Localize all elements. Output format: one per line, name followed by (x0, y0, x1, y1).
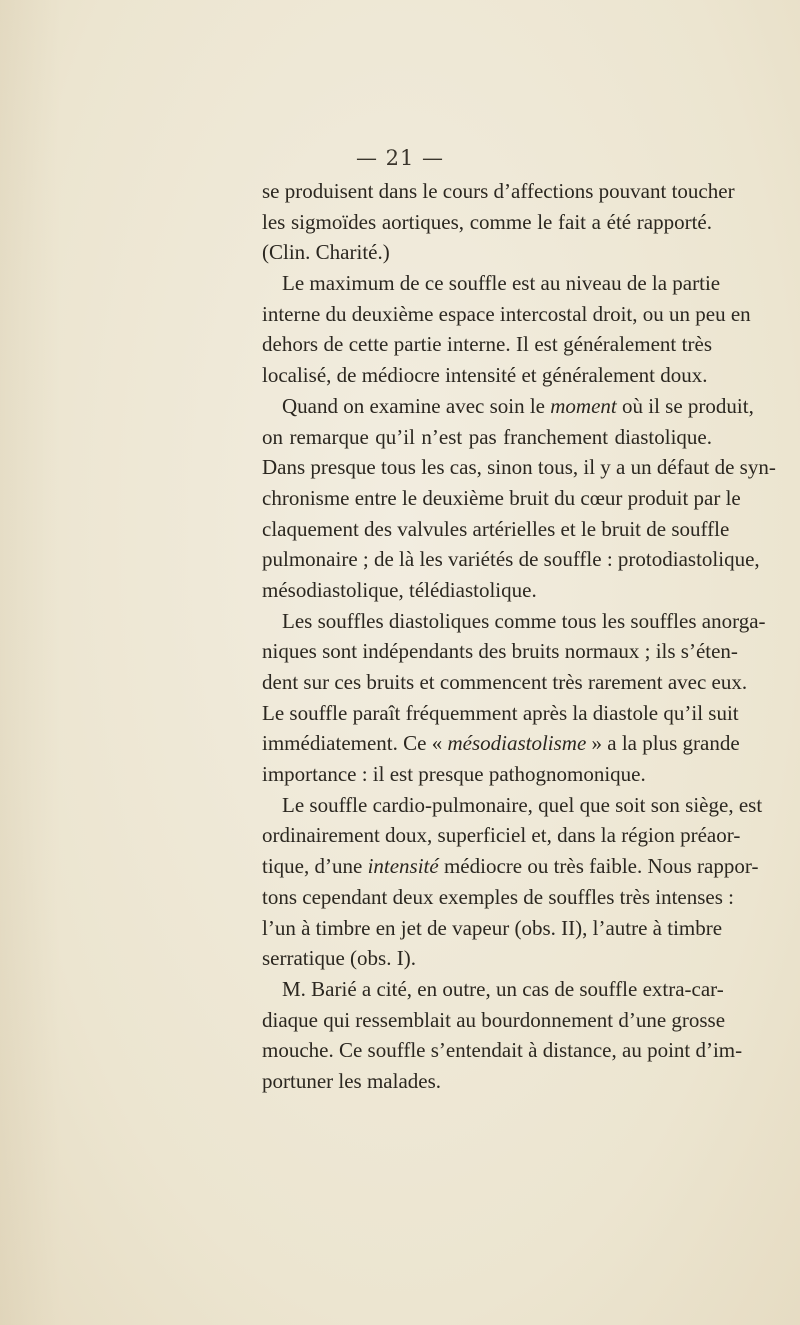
text-line: localisé, de médiocre intensité et généralement doux. (262, 363, 708, 388)
text-line: Le souffle paraît fréquemment après la diastole qu’il suit (262, 700, 739, 725)
text-line: chronisme entre le deuxième bruit du cœur produit par le (262, 485, 741, 510)
text-line: se produisent dans le cours d’affections pouvant toucher (262, 179, 735, 203)
paragraph (262, 606, 766, 790)
text-line: claquement des valvules artérielles et le bruit de souffle (262, 516, 730, 541)
paragraph (262, 974, 743, 1097)
text-line: dehors de cette partie interne. Il est généralement très (262, 332, 712, 357)
text-line: serratique (obs. I). (262, 946, 416, 971)
italic-term: intensité (367, 854, 439, 879)
text-line: tons cependant deux exemples de souffles très intenses : (262, 884, 734, 909)
text-line: les sigmoïdes aortiques, comme le fait a été rapporté. (262, 209, 712, 234)
text-line: interne du deuxième espace intercostal droit, ou un peu en (262, 301, 751, 326)
italic-term: moment (550, 393, 617, 418)
text-line: M. Barié a cité, en outre, un cas de souffle extra-car- (282, 976, 724, 1001)
text-line: ordinairement doux, superficiel et, dans la région préaor- (262, 823, 741, 848)
text-line: Quand on examine avec soin le moment où il se produit, (282, 393, 754, 418)
text-line: mésodiastolique, télédiastolique. (262, 577, 537, 602)
text-line: tique, d’une intensité médiocre ou très faible. Nous rappor- (262, 854, 759, 879)
text-line: niques sont indépendants des bruits normaux ; ils s’éten- (262, 639, 738, 664)
text-line: importance : il est presque pathognomonique. (262, 762, 646, 787)
text-line: Le maximum de ce souffle est au niveau de la partie (282, 271, 721, 296)
text-line: diaque qui ressemblait au bourdonnement d’une grosse (262, 1007, 726, 1032)
body-text (262, 176, 776, 1097)
text-line: Dans presque tous les cas, sinon tous, il y a un défaut de syn- (262, 455, 776, 480)
text-line: Le souffle cardio-pulmonaire, quel que soit son siège, est (282, 792, 763, 817)
text-line: immédiatement. Ce « mésodiastolisme » a la plus grande (262, 731, 740, 756)
text-line: on remarque qu’il n’est pas franchement diastolique. (262, 424, 712, 449)
italic-term: mésodiastolisme (447, 731, 587, 756)
text-line: l’un à timbre en jet de vapeur (obs. II), l’autre à timbre (262, 915, 723, 940)
text-line: pulmonaire ; de là les variétés de souffle : protodiastolique, (262, 547, 760, 572)
paragraph (262, 790, 763, 974)
paragraph (262, 391, 776, 606)
paragraph (262, 176, 735, 268)
paragraph (262, 268, 751, 391)
text-line: dent sur ces bruits et commencent très rarement avec eux. (262, 670, 748, 694)
text-line: Les souffles diastoliques comme tous les souffles anorga- (282, 608, 766, 633)
page-number: — 21 — (355, 146, 445, 170)
text-line: (Clin. Charité.) (262, 240, 390, 265)
text-line: mouche. Ce souffle s’entendait à distance, au point d’im- (262, 1038, 743, 1063)
text-line: portuner les malades. (262, 1068, 442, 1093)
